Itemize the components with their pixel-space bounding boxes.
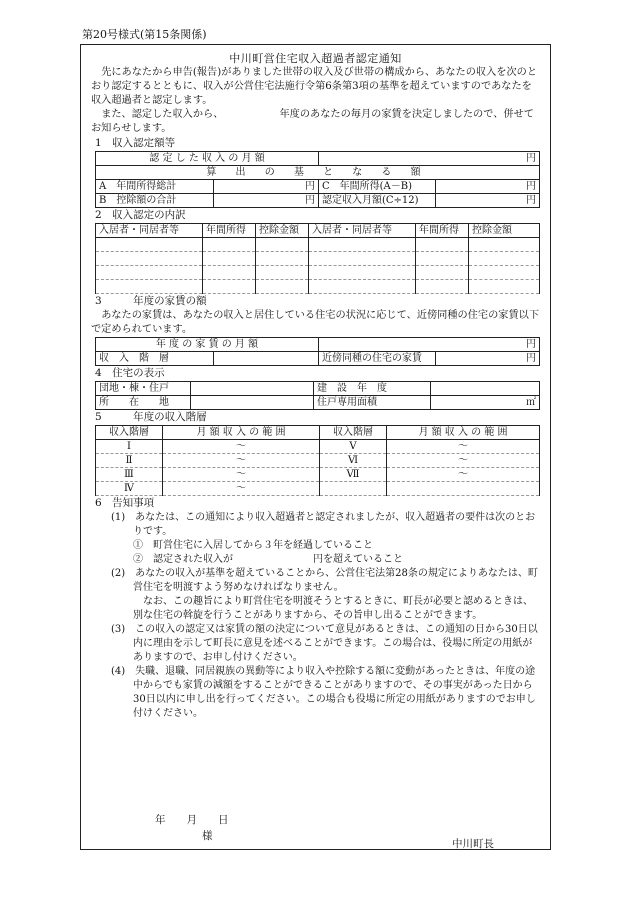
annual-income-total-value: 円 [213, 180, 318, 194]
level-header: 収入階層 [320, 426, 387, 440]
breakdown-header-deduction: 控除金額 [256, 224, 309, 238]
income-level-table [95, 425, 540, 496]
area-label: 住戸専用面積 [314, 396, 431, 410]
income-breakdown-table [95, 223, 540, 294]
issuer: 中川町長 [452, 838, 494, 850]
table-row [96, 454, 540, 468]
complex-label: 団地・棟・住戸 [96, 382, 191, 396]
intro-paragraph-1: 先にあなたから申告(報告)がありました世帯の収入及び世帯の構成から、あなたの収入を次のとおり認定するとともに、収入が公営住宅法施行令第6条第3項の基準を超えていますのであなたを収入超過者と認定します。 [91, 67, 538, 106]
section-1-heading: 1 収入認定額等 [95, 137, 176, 149]
notice-item-2-continued: なお、この趣旨により町営住宅を明渡そうとするときに、町長が必要と認めるときは、別な住宅の斡旋を行うことがありますから、その旨申し出ることができます。 [133, 596, 533, 621]
range-cell [387, 482, 540, 496]
intro-paragraph-2: また、認定した収入から、 年度のあなたの毎月の家賃を決定しましたので、併せてお知らせします。 [91, 109, 534, 134]
form-number: 第20号様式(第15条関係) [82, 28, 207, 41]
breakdown-header-deduction: 控除金額 [469, 224, 540, 238]
certified-monthly-income-label: 認 定 し た 収 入 の 月 額 [96, 152, 319, 166]
notice-item-1b: ② 認定された収入が 円を超えていること [133, 554, 403, 565]
notice-item-4: (4) 失職、退職、同居親族の異動等により収入や控除する額に変動があったときは、年度の途中からでも家賃の減額をすることができることがありますので、その事実があった日から30日以内に申し出を行ってください。この場合も役場に所定の用紙がありますのでお申し付けください。 [111, 666, 536, 719]
level-cell [320, 482, 387, 496]
notice-item-2: (2) あなたの収入が基準を超えていることから、公営住宅法第28条の規定によりあなたは、町営住宅を明渡すよう努めなければなりません。 [111, 568, 538, 593]
location-label: 所 在 地 [96, 396, 191, 410]
range-cell: ～ [163, 468, 320, 482]
document-title: 中川町営住宅収入超過者認定通知 [229, 52, 402, 65]
level-cell: Ⅰ [96, 440, 163, 454]
monthly-rent-label: 年 度 の 家 賃 の 月 額 [96, 338, 319, 352]
annual-income-value: 円 [436, 180, 540, 194]
income-level-value [213, 352, 318, 366]
housing-table [95, 381, 540, 410]
level-cell: Ⅲ [96, 468, 163, 482]
range-cell: ～ [163, 440, 320, 454]
income-level-label: 収 入 階 層 [96, 352, 214, 366]
deduction-total-value: 円 [213, 194, 318, 208]
notice-item-1a: ① 町営住宅に入居してから３年を経過していること [133, 540, 373, 551]
certified-monthly-amount-value: 円 [436, 194, 540, 208]
level-cell: Ⅶ [320, 468, 387, 482]
table-row [96, 440, 540, 454]
table-row [96, 266, 540, 280]
built-year-label: 建 設 年 度 [314, 382, 431, 396]
table-row [96, 252, 540, 266]
table-row [96, 482, 540, 496]
location-value [191, 396, 314, 410]
nearby-rent-label: 近傍同種の住宅の家賃 [319, 352, 436, 366]
date-line: 年 月 日 [155, 814, 229, 826]
table-row [96, 280, 540, 294]
complex-value [191, 382, 314, 396]
range-header: 月 額 収 入 の 範 囲 [163, 426, 320, 440]
built-year-value [431, 382, 540, 396]
breakdown-header-income: 年間所得 [416, 224, 469, 238]
breakdown-header-income: 年間所得 [203, 224, 256, 238]
calculation-basis-label: 算 出 の 基 と な る 額 [96, 166, 540, 180]
monthly-rent-value: 円 [319, 338, 540, 352]
notice-item-3: (3) この収入の認定又は家賃の額の決定について意見があるときは、この通知の日から30日以内に理由を示して町長に意見を述べることができます。この場合は、役場に所定の用紙がありますので、お申し付けください。 [111, 624, 538, 663]
range-header: 月 額 収 入 の 範 囲 [387, 426, 540, 440]
certified-monthly-income-value: 円 [319, 152, 540, 166]
income-certification-table [95, 151, 540, 208]
notice-item-1: (1) あなたは、この通知により収入超過者と認定されましたが、収入超過者の要件は次のとおりです。 [111, 512, 536, 537]
section-2-heading: 2 収入認定の内訳 [95, 209, 186, 221]
range-cell: ～ [387, 468, 540, 482]
addressee: 様 [202, 830, 213, 842]
table-row [96, 468, 540, 482]
notice-list [111, 511, 542, 721]
range-cell: ～ [387, 440, 540, 454]
section-3-heading: 3 年度の家賃の額 [95, 295, 207, 307]
annual-income-label: C 年間所得(A－B) [319, 180, 436, 194]
range-cell: ～ [387, 454, 540, 468]
section-4-heading: 4 住宅の表示 [95, 367, 165, 379]
rent-explanation: あなたの家賃は、あなたの収入と居住している住宅の状況に応じて、近傍同種の住宅の家賃以下で定められています。 [91, 310, 540, 335]
level-cell: Ⅳ [96, 482, 163, 496]
nearby-rent-value: 円 [436, 352, 540, 366]
table-row [96, 238, 540, 252]
section-6-heading: 6 告知事項 [95, 497, 155, 509]
rent-table [95, 337, 540, 366]
certified-monthly-amount-label: 認定収入月額(C÷12) [319, 194, 436, 208]
area-value: ㎡ [431, 396, 540, 410]
annual-income-total-label: A 年間所得総計 [96, 180, 214, 194]
breakdown-header-resident: 入居者・同居者等 [96, 224, 203, 238]
range-cell: ～ [163, 454, 320, 468]
level-cell: Ⅵ [320, 454, 387, 468]
level-header: 収入階層 [96, 426, 163, 440]
breakdown-header-resident: 入居者・同居者等 [309, 224, 416, 238]
range-cell: ～ [163, 482, 320, 496]
level-cell: Ⅱ [96, 454, 163, 468]
deduction-total-label: B 控除額の合計 [96, 194, 214, 208]
level-cell: Ⅴ [320, 440, 387, 454]
section-5-heading: 5 年度の収入階層 [95, 411, 207, 423]
document-frame [80, 44, 551, 850]
